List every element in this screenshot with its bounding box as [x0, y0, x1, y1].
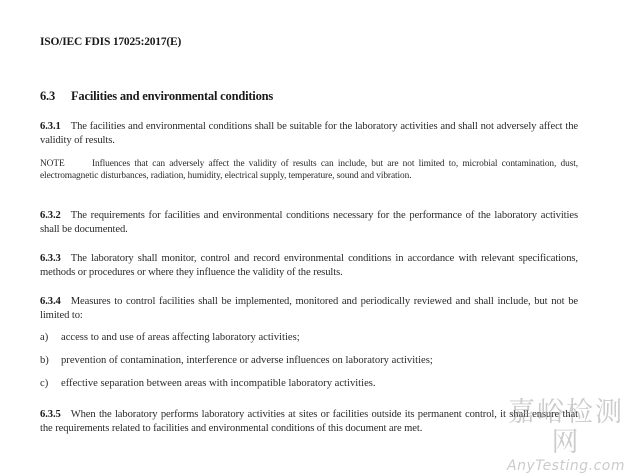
- note-label: NOTE: [40, 159, 65, 169]
- note-block: [40, 158, 578, 182]
- clause-6-3-2: [40, 209, 578, 236]
- clause-number: 6.3.4: [40, 296, 61, 307]
- list-label: b): [40, 355, 49, 366]
- clause-text: The laboratory shall monitor, control and record environmental conditions in accordance with relevant specifications, methods or procedures or where they influence the validity of the results.: [40, 253, 578, 278]
- list-item-b: [40, 355, 433, 366]
- clause-number: 6.3.5: [40, 409, 61, 420]
- list-text: effective separation between areas with incompatible laboratory activities.: [61, 378, 376, 389]
- clause-text: When the laboratory performs laboratory activities at sites or facilities outside its permanent control, it shall ensure that the requirements related to facilities and environmental conditions of this document are met.: [40, 409, 578, 434]
- clause-6-3-4: [40, 295, 578, 322]
- list-label: a): [40, 332, 49, 343]
- watermark-chinese: 嘉峪检测网: [508, 397, 624, 458]
- list-item-a: [40, 332, 300, 343]
- clause-number: 6.3.2: [40, 210, 61, 221]
- section-title: Facilities and environmental conditions: [71, 89, 274, 103]
- clause-number: 6.3.1: [40, 121, 61, 132]
- clause-6-3-1: [40, 120, 578, 147]
- clause-text: The facilities and environmental conditions shall be suitable for the laboratory activities and shall not adversely affect the validity of results.: [40, 121, 578, 146]
- clause-6-3-5: [40, 408, 578, 435]
- note-text: Influences that can adversely affect the validity of results can include, but are not limited to, microbial contamination, dust, electromagnetic disturbances, radiation, humidity, electrical supply, temperature, sound and vibration.: [40, 159, 578, 181]
- watermark-english: AnyTesting.com: [507, 458, 625, 474]
- clause-6-3-3: [40, 252, 578, 279]
- list-label: c): [40, 378, 49, 389]
- section-number: 6.3: [40, 89, 56, 103]
- clause-text: Measures to control facilities shall be implemented, monitored and periodically reviewed and shall include, but not be limited to:: [40, 296, 578, 321]
- list-text: access to and use of areas affecting laboratory activities;: [61, 332, 300, 343]
- clause-number: 6.3.3: [40, 253, 61, 264]
- clause-text: The requirements for facilities and environmental conditions necessary for the performance of the laboratory activities shall be documented.: [40, 210, 578, 235]
- list-text: prevention of contamination, interference or adverse influences on laboratory activities;: [61, 355, 433, 366]
- section-heading: [40, 89, 273, 104]
- document-id-header: ISO/IEC FDIS 17025:2017(E): [40, 36, 182, 48]
- list-item-c: [40, 378, 376, 389]
